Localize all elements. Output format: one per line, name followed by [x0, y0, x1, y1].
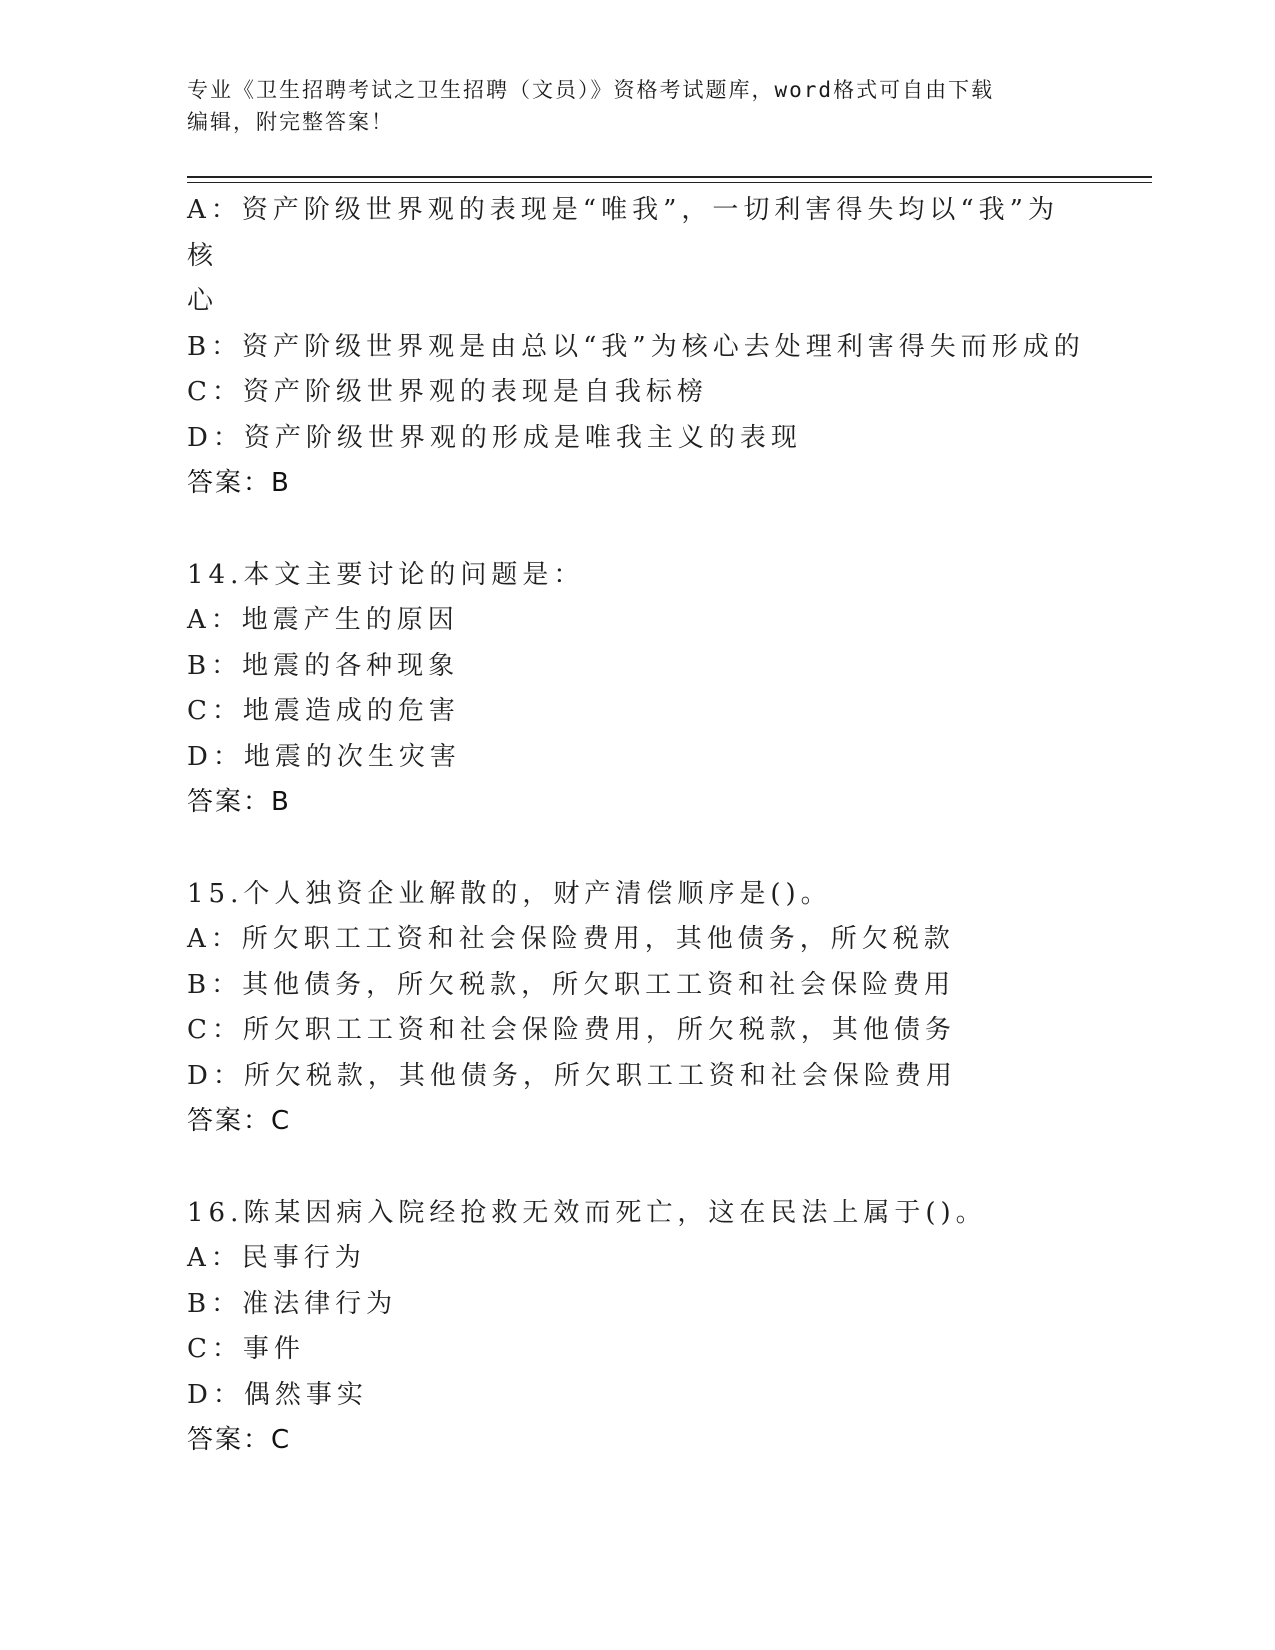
option-b: B：其他债务，所欠税款，所欠职工工资和社会保险费用 [187, 969, 956, 1000]
option-a: A：所欠职工工资和社会保险费用，其他债务，所欠税款 [187, 924, 955, 954]
answer: 答案：C [187, 1106, 292, 1136]
answer: 答案：B [187, 468, 291, 498]
option-c: C：资产阶级世界观的表现是自我标榜 [187, 377, 708, 407]
option-a-continued: 心 [187, 286, 219, 316]
option-c: C：地震造成的危害 [187, 696, 460, 726]
question-16 [187, 1191, 1087, 1464]
question-13 [187, 188, 1087, 507]
spacer [187, 1145, 1087, 1191]
question-text: 15.个人独资企业解散的，财产清偿顺序是()。 [187, 878, 832, 909]
question-14 [187, 553, 1087, 826]
document-header [187, 74, 1087, 138]
header-divider-thick [187, 176, 1152, 178]
header-divider-thin [187, 182, 1152, 183]
option-c: C：所欠职工工资和社会保险费用，所欠税款，其他债务 [187, 1015, 956, 1045]
question-text: 16.陈某因病入院经抢救无效而死亡，这在民法上属于()。 [187, 1197, 987, 1228]
option-d: D：资产阶级世界观的形成是唯我主义的表现 [187, 422, 802, 453]
header-line-1: 专业《卫生招聘考试之卫生招聘（文员）》资格考试题库，word格式可自由下载 [187, 78, 995, 102]
answer: 答案：C [187, 1425, 292, 1455]
question-list [187, 188, 1087, 1464]
answer: 答案：B [187, 787, 291, 817]
option-c: C：事件 [187, 1334, 305, 1364]
question-text: 14.本文主要讨论的问题是： [187, 559, 585, 590]
option-d: D：地震的次生灾害 [187, 741, 461, 772]
option-a: A：地震产生的原因 [187, 605, 459, 635]
option-d: D：所欠税款，其他债务，所欠职工工资和社会保险费用 [187, 1060, 957, 1091]
option-b: B：资产阶级世界观是由总以“我”为核心去处理利害得失而形成的 [187, 331, 1085, 362]
option-a: A：资产阶级世界观的表现是“唯我”，一切利害得失均以“我”为核 [187, 195, 1059, 271]
spacer [187, 826, 1087, 872]
option-d: D：偶然事实 [187, 1379, 368, 1410]
option-b: B：准法律行为 [187, 1288, 398, 1319]
option-a: A：民事行为 [187, 1243, 366, 1273]
spacer [187, 507, 1087, 553]
question-15 [187, 872, 1087, 1145]
option-b: B：地震的各种现象 [187, 650, 460, 681]
header-line-2: 编辑，附完整答案！ [187, 110, 394, 134]
